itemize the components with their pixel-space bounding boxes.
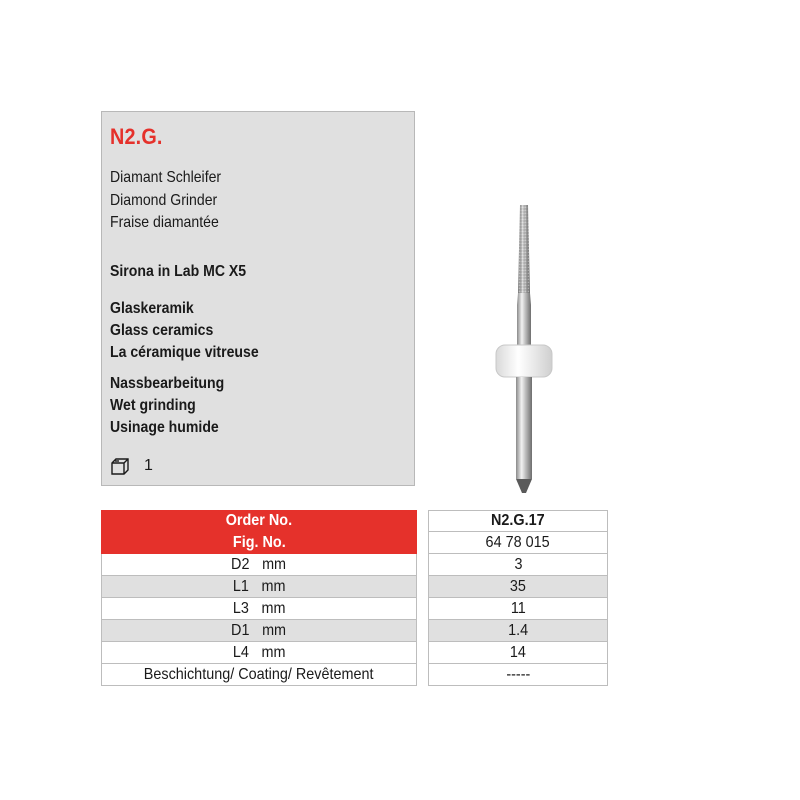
product-info-panel — [101, 111, 415, 486]
dimension-name: D2 — [231, 555, 250, 573]
table-row — [101, 642, 608, 664]
process-german: Nassbearbeitung — [110, 375, 225, 392]
product-code-title: N2.G. — [110, 124, 163, 149]
dimension-unit: mm — [261, 577, 286, 595]
coating-value: ----- — [428, 664, 608, 686]
dimension-name: L3 — [232, 599, 249, 617]
dimension-unit: mm — [262, 621, 287, 639]
dimension-unit: mm — [261, 599, 286, 617]
process-english: Wet grinding — [110, 397, 196, 414]
package-box-icon — [110, 457, 130, 475]
name-french: Fraise diamantée — [110, 214, 219, 231]
process-french: Usinage humide — [110, 419, 219, 436]
material-french: La céramique vitreuse — [110, 344, 259, 361]
dimension-value: 11 — [428, 598, 608, 620]
spec-table — [101, 510, 608, 686]
table-row — [101, 554, 608, 576]
dimension-value: 14 — [428, 642, 608, 664]
pack-count: 1 — [144, 457, 153, 474]
coating-label: Beschichtung/ Coating/ Revêtement — [101, 664, 417, 686]
name-english: Diamond Grinder — [110, 192, 218, 209]
dimension-value: 35 — [428, 576, 608, 598]
table-row — [101, 598, 608, 620]
material-english: Glass ceramics — [110, 322, 214, 339]
pack-info — [110, 457, 153, 475]
dimension-name: L4 — [232, 643, 249, 661]
fig-number-row — [101, 532, 608, 554]
diamond-grinder-image — [490, 205, 560, 495]
fig-number-value: 64 78 015 — [428, 532, 608, 554]
coating-row — [101, 664, 608, 686]
dimension-value: 3 — [428, 554, 608, 576]
fig-number-label: Fig. No. — [101, 532, 417, 554]
dimension-unit: mm — [261, 643, 286, 661]
table-row — [101, 576, 608, 598]
order-number-label: Order No. — [101, 510, 417, 532]
machine-name: Sirona in Lab MC X5 — [110, 263, 247, 280]
order-number-row — [101, 510, 608, 532]
name-german: Diamant Schleifer — [110, 169, 222, 186]
order-number-value: N2.G.17 — [428, 510, 608, 532]
dimension-name: L1 — [232, 577, 249, 595]
table-row — [101, 620, 608, 642]
dimension-unit: mm — [262, 555, 287, 573]
dimension-name: D1 — [231, 621, 250, 639]
material-german: Glaskeramik — [110, 300, 194, 317]
dimension-value: 1.4 — [428, 620, 608, 642]
